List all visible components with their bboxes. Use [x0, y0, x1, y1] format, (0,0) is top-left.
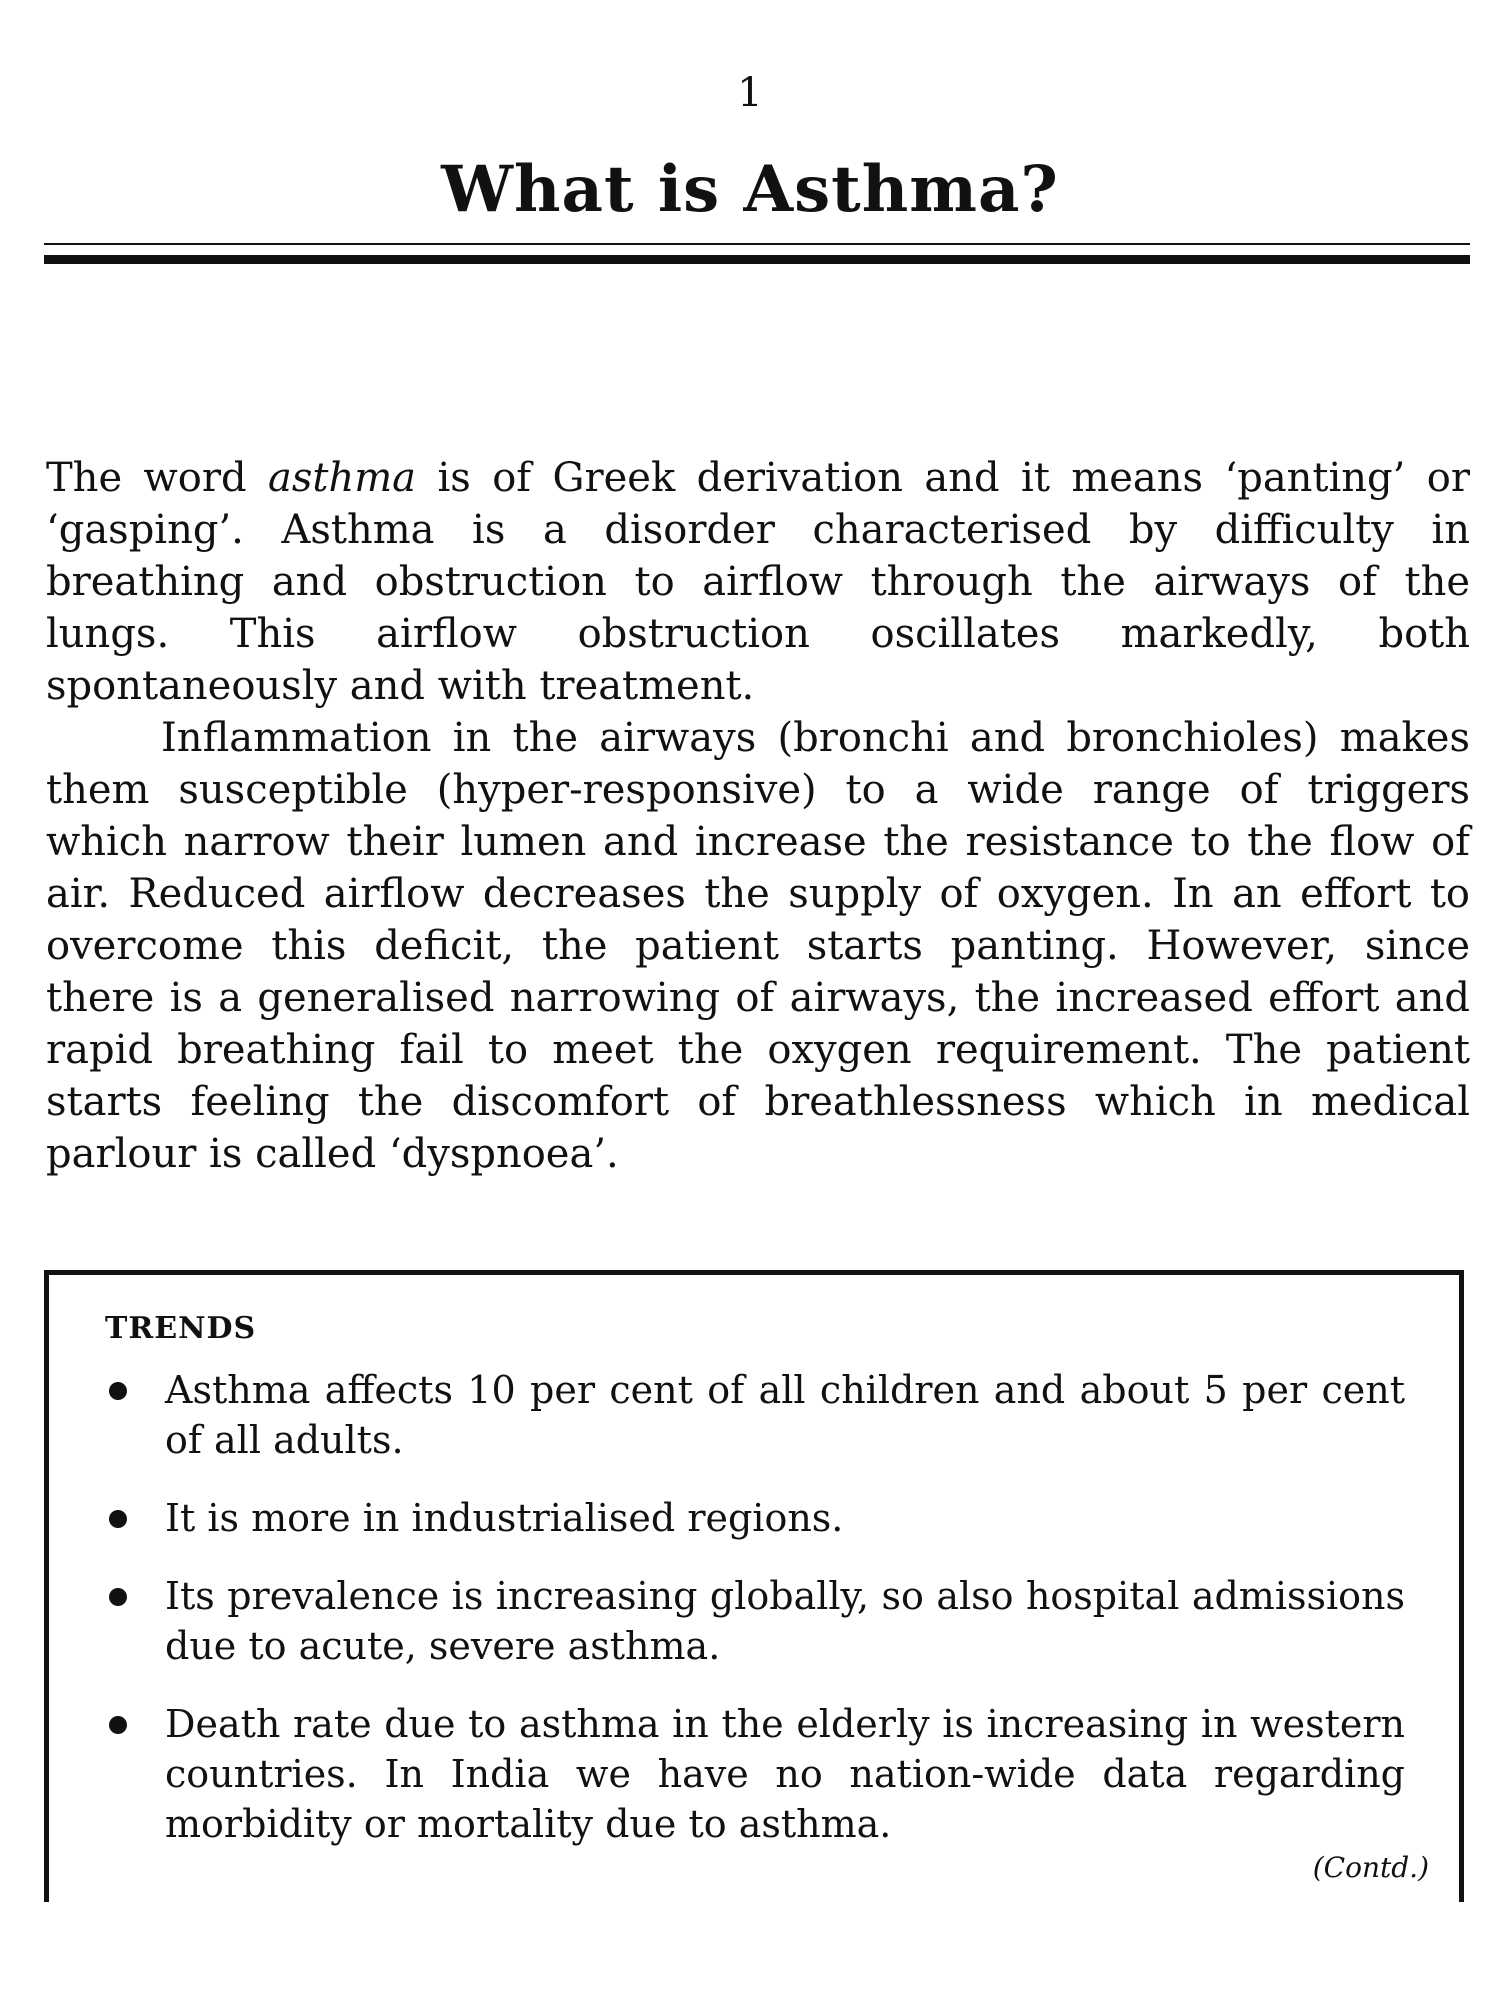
chapter-number: 1: [737, 70, 763, 116]
trends-box: [44, 1270, 1464, 1902]
bullet-icon: [109, 1382, 127, 1400]
italic-term: asthma: [268, 455, 417, 501]
continued-note: (Contd.): [1312, 1851, 1429, 1884]
trend-text: Its prevalence is increasing globally, so also hospital admissions due to acute, severe asthma.: [165, 1574, 1405, 1668]
list-item: [105, 1493, 1405, 1543]
bullet-icon: [109, 1510, 127, 1528]
list-item: [105, 1365, 1405, 1465]
chapter-title: What is Asthma?: [441, 152, 1059, 227]
paragraph-2: Inflammation in the airways (bronchi and bronchioles) makes them susceptible (hyper-responsive) to a wide range of triggers which narrow their lumen and increase the resistance to the flow of air. Reduced airflow decreases the supply of oxygen. In an effort to overcome this deficit, the patient starts panting. However, since there is a generalised narrowing of airways, the increased effort and rapid breathing fail to meet the oxygen requirement. The patient starts feeling the discomfort of breathlessness which in medical parlour is called ‘dyspnoea’.: [46, 715, 1470, 1177]
trends-list: [105, 1365, 1405, 1877]
list-item: [105, 1699, 1405, 1849]
list-item: [105, 1571, 1405, 1671]
body-text: [46, 452, 1470, 1180]
bullet-icon: [109, 1716, 127, 1734]
trend-text: Asthma affects 10 per cent of all children and about 5 per cent of all adults.: [165, 1368, 1405, 1462]
paragraph-1: [46, 452, 1470, 712]
trend-text: Death rate due to asthma in the elderly is increasing in western countries. In India we have no nation-wide data regarding morbidity or mortality due to asthma.: [165, 1702, 1405, 1846]
paragraph-1-start: The word: [46, 455, 269, 501]
paragraph-1-rest: is of Greek derivation and it means ‘panting’ or ‘gasping’. Asthma is a disorder characterised by difficulty in breathing and obstruction to airflow through the airways of the lungs. This airflow obstruction oscillates markedly, both spontaneously and with treatment.: [46, 455, 1471, 709]
title-rule-thick: [44, 255, 1470, 264]
bullet-icon: [109, 1588, 127, 1606]
trend-text: It is more in industrialised regions.: [165, 1496, 844, 1540]
trends-heading: TRENDS: [105, 1311, 257, 1346]
title-rule-thin: [44, 243, 1470, 245]
